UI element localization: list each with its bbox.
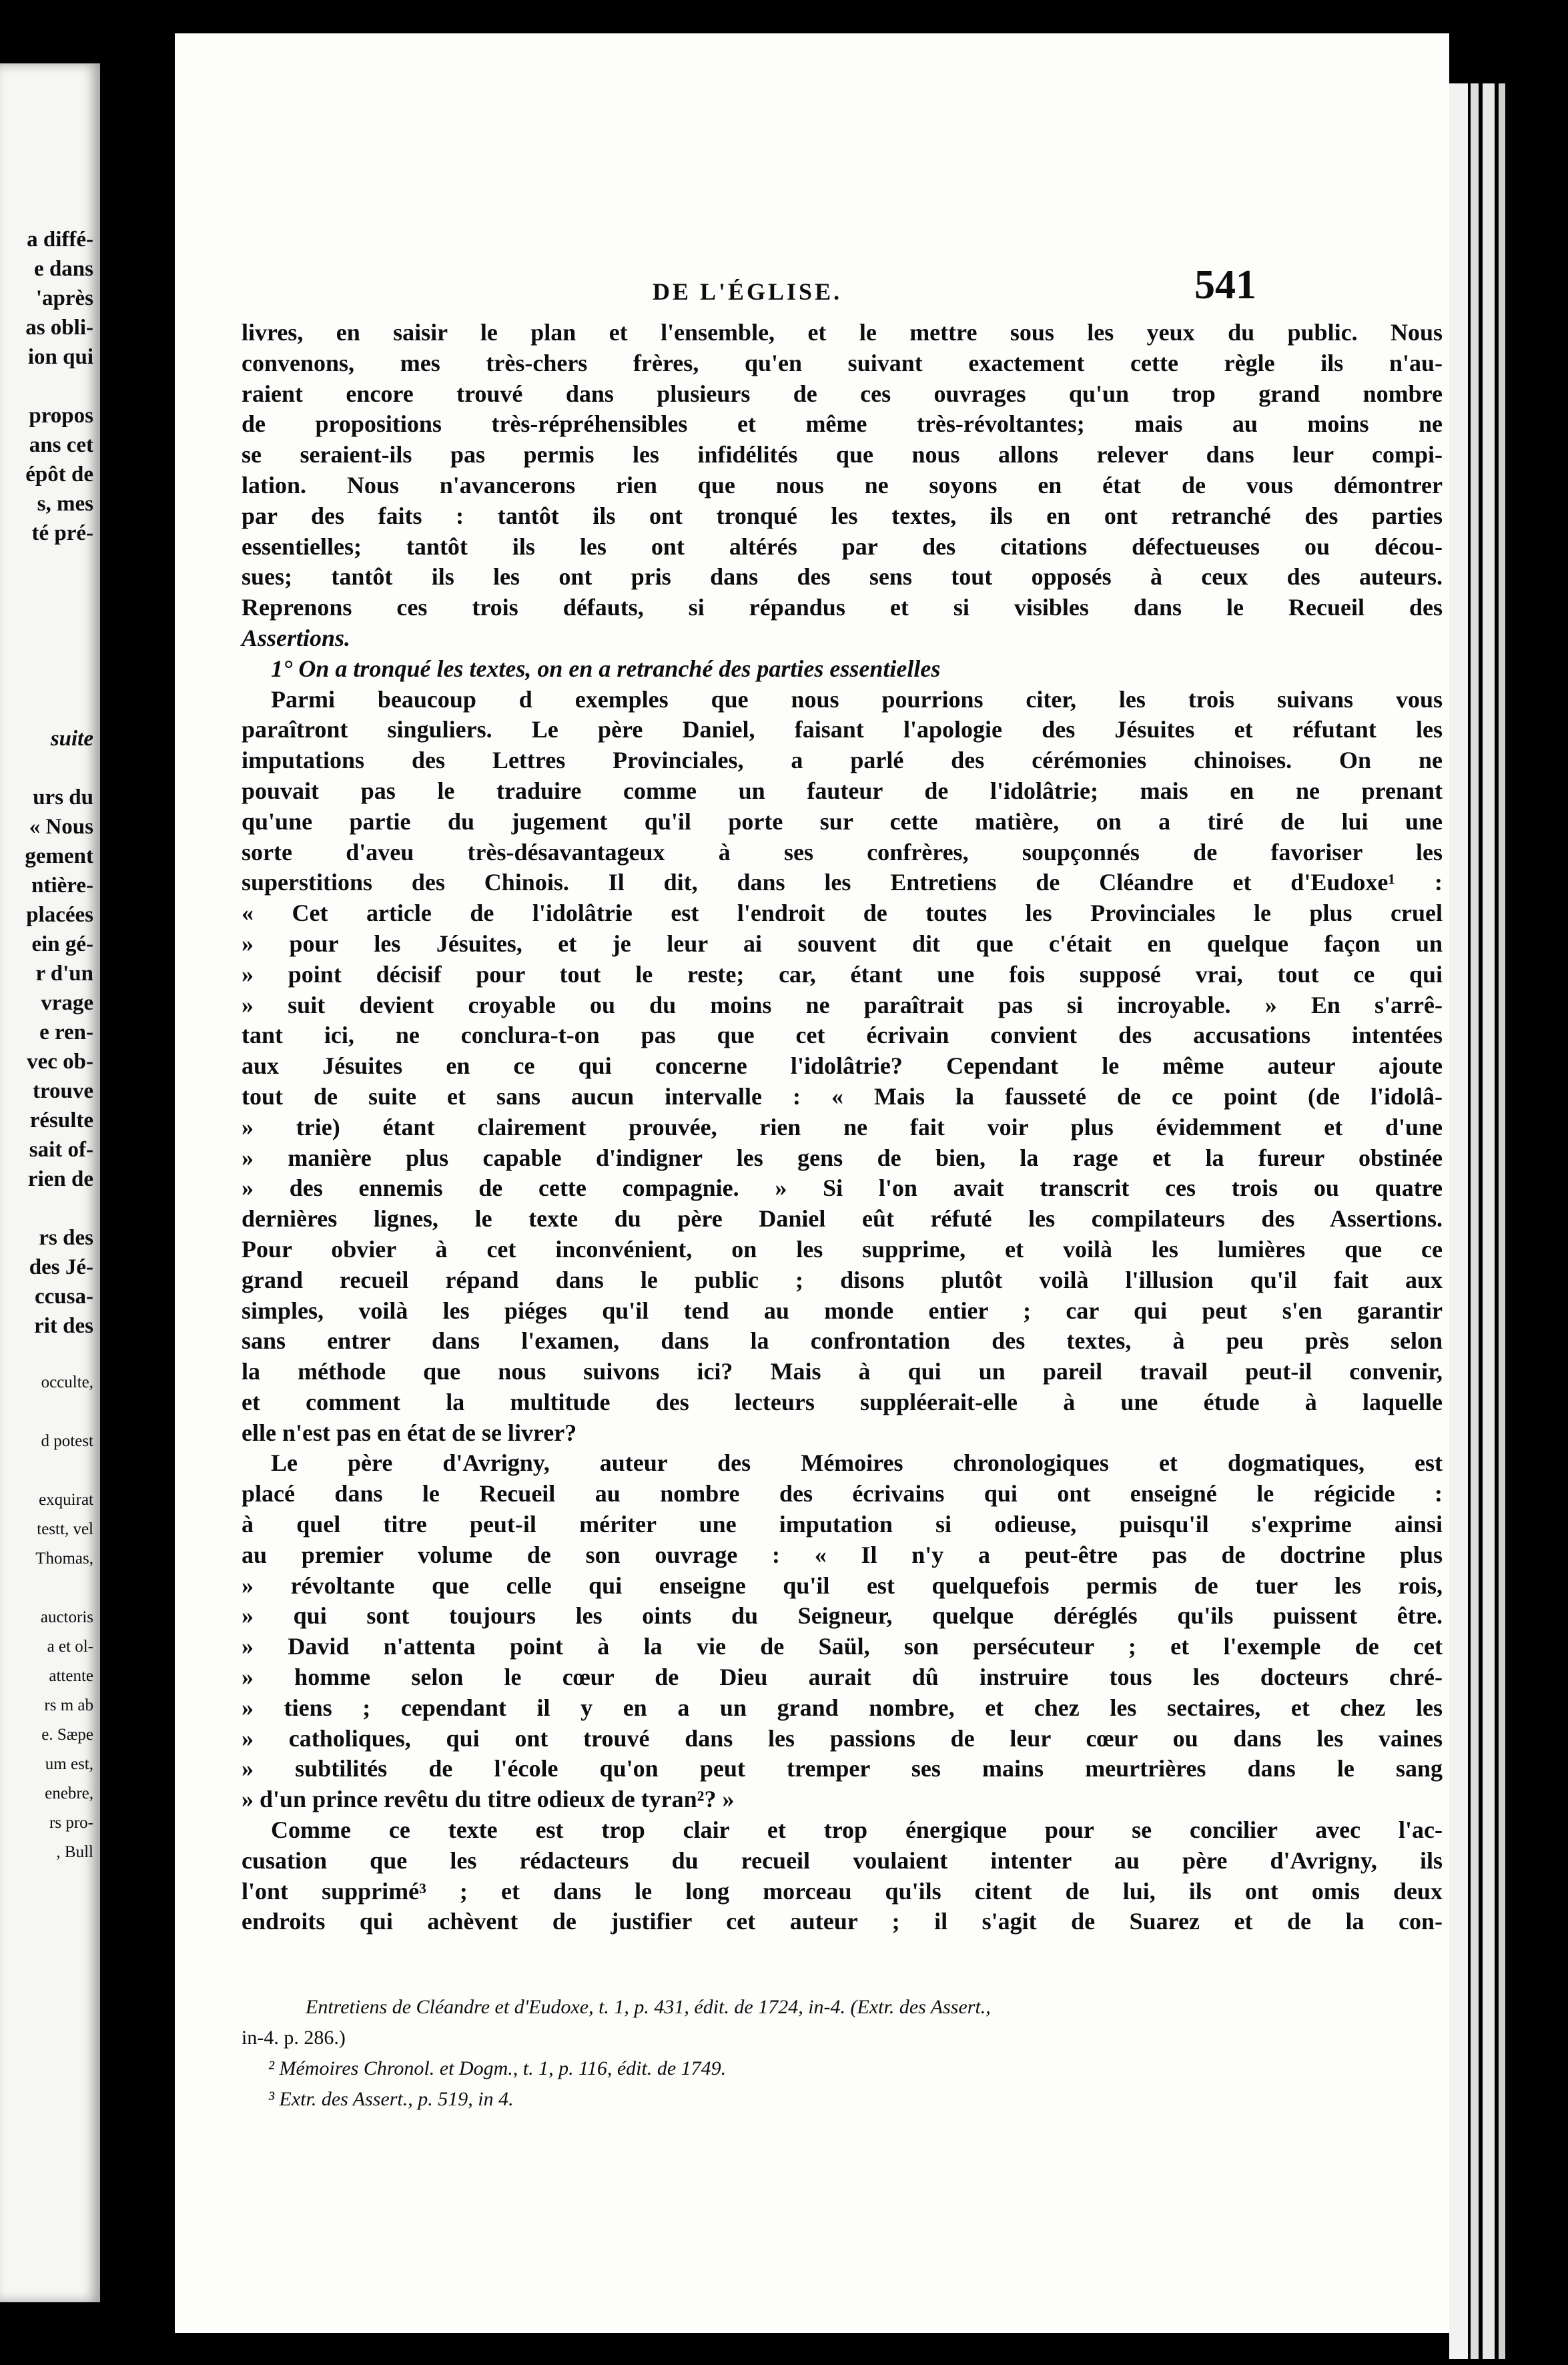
section-heading: 1° On a tronqué les textes, on en a retranché des parties essentielles: [271, 655, 941, 682]
facing-page-line: suite: [50, 727, 93, 751]
text-line: endroits qui achèvent de justifier cet auteur ; il s'agit de Suarez et de la con-: [242, 1908, 1443, 1935]
facing-page-line: occulte,: [41, 1373, 93, 1391]
facing-page-line: vrage: [41, 991, 93, 1015]
facing-page-line: épôt de: [25, 462, 93, 486]
text-line: » subtilités de l'école qu'on peut tremper ses mains meurtrières dans le sang: [242, 1755, 1443, 1782]
text-line: lation. Nous n'avancerons rien que nous ne soyons en état de vous démontrer: [242, 471, 1443, 498]
facing-page-line: e ren-: [39, 1020, 93, 1044]
facing-page-line: placées: [26, 903, 93, 927]
footnote-line: Entretiens de Cléandre et d'Eudoxe, t. 1, p. 431, édit. de 1724, in-4. (Extr. des Assert.,: [306, 1996, 991, 2018]
facing-page-line: attente: [49, 1667, 93, 1685]
facing-page-line: té pré-: [31, 521, 93, 545]
text-line: tout de suite et sans aucun intervalle : « Mais la fausseté de ce point (de l'idolâ-: [242, 1082, 1443, 1110]
page-edge: [1449, 83, 1468, 2359]
facing-page-line: as obli-: [25, 316, 93, 340]
facing-page-line: gement: [25, 844, 93, 868]
text-line: simples, voilà les piéges qu'il tend au monde entier ; car qui peut s'en garantir: [242, 1297, 1443, 1324]
facing-page-line: e. Sæpe: [41, 1726, 93, 1744]
facing-page-line: propos: [29, 404, 93, 428]
text-line: livres, en saisir le plan et l'ensemble, et le mettre sous les yeux du public. Nous: [242, 319, 1443, 346]
facing-page-fragment: [0, 63, 100, 2302]
text-line: se seraient-ils pas permis les infidélités que nous allons relever dans leur compi-: [242, 441, 1443, 468]
text-line: l'ont supprimé³ ; et dans le long morceau qu'ils citent de lui, ils ont omis deux: [242, 1877, 1443, 1905]
facing-page-line: d potest: [41, 1432, 93, 1450]
text-line: aux Jésuites en ce qui concerne l'idolâtrie? Cependant le même auteur ajoute: [242, 1052, 1443, 1080]
facing-page-line: um est,: [45, 1755, 93, 1773]
facing-page-line: « Nous: [29, 815, 93, 839]
footnote-line: in-4. p. 286.): [242, 2027, 346, 2049]
text-line: » catholiques, qui ont trouvé dans les passions de leur cœur ou dans les vaines: [242, 1724, 1443, 1752]
facing-page-line: e dans: [34, 257, 93, 281]
text-line: » David n'attenta point à la vie de Saül, son persécuteur ; et l'exemple de cet: [242, 1633, 1443, 1660]
facing-page-line: enebre,: [45, 1784, 93, 1802]
text-line: » point décisif pour tout le reste; car, étant une fois supposé vrai, tout ce qui: [242, 960, 1443, 988]
text-line: » trie) étant clairement prouvée, rien ne fait voir plus évidemment et d'une: [242, 1113, 1443, 1140]
facing-page-line: Thomas,: [35, 1550, 93, 1568]
text-line: » tiens ; cependant il y en a un grand nombre, et chez les sectaires, et chez les: [242, 1694, 1443, 1721]
facing-page-line: rien de: [27, 1167, 93, 1191]
text-line: » homme selon le cœur de Dieu aurait dû instruire tous les docteurs chré-: [242, 1664, 1443, 1691]
text-line: Le père d'Avrigny, auteur des Mémoires chronologiques et dogmatiques, est: [271, 1449, 1443, 1477]
facing-page-line: des Jé-: [29, 1255, 93, 1279]
facing-page-line: rs pro-: [49, 1814, 93, 1832]
text-line: Parmi beaucoup d exemples que nous pourrions citer, les trois suivans vous: [271, 685, 1443, 713]
facing-page-line: résulte: [29, 1108, 93, 1132]
page-number: 541: [1194, 262, 1256, 308]
text-line: convenons, mes très-chers frères, qu'en suivant exactement cette règle ils n'au-: [242, 349, 1443, 376]
text-line: Comme ce texte est trop clair et trop énergique pour se concilier avec l'ac-: [271, 1816, 1443, 1844]
text-line: « Cet article de l'idolâtrie est l'endroit de toutes les Provinciales le plus cruel: [242, 900, 1443, 927]
footnotes: [242, 1992, 1443, 2115]
body-text: [242, 318, 1443, 1937]
facing-page-line: testt, vel: [37, 1520, 93, 1538]
facing-page-line: urs du: [33, 785, 93, 809]
text-line: » qui sont toujours les oints du Seigneur, quelque déréglés qu'ils puissent être.: [242, 1602, 1443, 1630]
running-head: DE L'ÉGLISE.: [653, 278, 843, 305]
text-line: cusation que les rédacteurs du recueil voulaient intenter au père d'Avrigny, ils: [242, 1846, 1443, 1874]
text-line: de propositions très-répréhensibles et même très-révoltantes; mais au moins ne: [242, 410, 1443, 438]
facing-page-line: ans cet: [29, 433, 93, 457]
facing-page-line: auctoris: [40, 1608, 93, 1626]
facing-page-line: ntière-: [31, 874, 93, 898]
book-page: [175, 33, 1449, 2333]
text-line: paraîtront singuliers. Le père Daniel, faisant l'apologie des Jésuites et réfutant les: [242, 716, 1443, 743]
facing-page-line: ccusa-: [35, 1285, 93, 1309]
text-line: à quel titre peut-il mériter une imputation si odieuse, puisqu'il s'exprime ainsi: [242, 1511, 1443, 1538]
text-line: » révoltante que celle qui enseigne qu'il est quelquefois permis de tuer les rois,: [242, 1572, 1443, 1599]
text-line: pouvait pas le traduire comme un fauteur de l'idolâtrie; mais en ne prenant: [242, 777, 1443, 804]
facing-page-line: vec ob-: [27, 1050, 93, 1074]
text-line: grand recueil répand dans le public ; disons plutôt voilà l'illusion qu'il fait aux: [242, 1266, 1443, 1293]
text-line: Assertions.: [242, 624, 351, 651]
facing-page-line: a et ol-: [47, 1638, 93, 1656]
facing-page-line: ein gé-: [31, 932, 93, 956]
facing-page-line: 'après: [35, 286, 93, 310]
text-line: sues; tantôt ils les ont pris dans des sens tout opposés à ceux des auteurs.: [242, 563, 1443, 591]
facing-page-line: sait of-: [29, 1138, 93, 1162]
text-line: au premier volume de son ouvrage : « Il n'y a peut-être pas de doctrine plus: [242, 1541, 1443, 1568]
text-line: elle n'est pas en état de se livrer?: [242, 1419, 577, 1446]
facing-page-line: a diffé-: [27, 228, 93, 252]
facing-page-line: trouve: [32, 1079, 93, 1103]
facing-page-line: s, mes: [37, 492, 93, 516]
text-line: essentielles; tantôt ils les ont altérés par des citations défectueuses ou décou-: [242, 533, 1443, 560]
text-line: » manière plus capable d'indigner les gens de bien, la rage et la fureur obstinée: [242, 1144, 1443, 1171]
text-line: tant ici, ne conclura-t-on pas que cet écrivain convient des accusations intentées: [242, 1022, 1443, 1049]
text-line: la méthode que nous suivons ici? Mais à qui un pareil travail peut-il convenir,: [242, 1358, 1443, 1385]
footnote-line: ² Mémoires Chronol. et Dogm., t. 1, p. 116, édit. de 1749.: [268, 2057, 727, 2079]
text-line: superstitions des Chinois. Il dit, dans les Entretiens de Cléandre et d'Eudoxe¹ :: [242, 869, 1443, 896]
page-header: [175, 242, 1449, 308]
text-line: Reprenons ces trois défauts, si répandus et si visibles dans le Recueil des: [242, 594, 1443, 621]
facing-page-line: , Bull: [56, 1843, 93, 1861]
facing-page-line: ion qui: [27, 345, 93, 369]
text-line: par des faits : tantôt ils ont tronqué les textes, ils en ont retranché des parties: [242, 502, 1443, 529]
text-line: imputations des Lettres Provinciales, a parlé des cérémonies chinoises. On ne: [242, 747, 1443, 774]
text-line: Pour obvier à cet inconvénient, on les supprime, et voilà les lumières que ce: [242, 1235, 1443, 1263]
text-line: » des ennemis de cette compagnie. » Si l'on avait transcrit ces trois ou quatre: [242, 1174, 1443, 1202]
facing-page-line: rs m ab: [44, 1696, 93, 1714]
page-edge: [1471, 83, 1479, 2359]
text-line: et comment la multitude des lecteurs suppléerait-elle à une étude à laquelle: [242, 1388, 1443, 1415]
text-line: raient encore trouvé dans plusieurs de ces ouvrages qu'un trop grand nombre: [242, 380, 1443, 407]
text-line: dernières lignes, le texte du père Daniel eût réfuté les compilateurs des Assertions.: [242, 1205, 1443, 1233]
facing-page-line: rs des: [39, 1226, 93, 1250]
text-line: » suit devient croyable ou du moins ne paraîtrait pas si incroyable. » En s'arrê-: [242, 991, 1443, 1018]
page-edge: [1499, 83, 1505, 2359]
facing-page-line: r d'un: [35, 962, 93, 986]
text-line: qu'une partie du jugement qu'il porte sur cette matière, on a tiré de lui une: [242, 807, 1443, 835]
text-line: sans entrer dans l'examen, dans la confrontation des textes, à peu près selon: [242, 1327, 1443, 1355]
text-line: sorte d'aveu très-désavantageux à ses confrères, soupçonnés de favoriser les: [242, 838, 1443, 866]
footnote-line: ³ Extr. des Assert., p. 519, in 4.: [268, 2088, 514, 2110]
text-line: placé dans le Recueil au nombre des écrivains qui ont enseigné le régicide :: [242, 1480, 1443, 1507]
page-edge: [1483, 83, 1495, 2359]
facing-page-line: exquirat: [39, 1491, 93, 1509]
facing-page-line: rit des: [34, 1314, 93, 1338]
text-line: » d'un prince revêtu du titre odieux de tyran²? »: [242, 1786, 735, 1813]
text-line: » pour les Jésuites, et je leur ai souvent dit que c'était en quelque façon un: [242, 930, 1443, 957]
